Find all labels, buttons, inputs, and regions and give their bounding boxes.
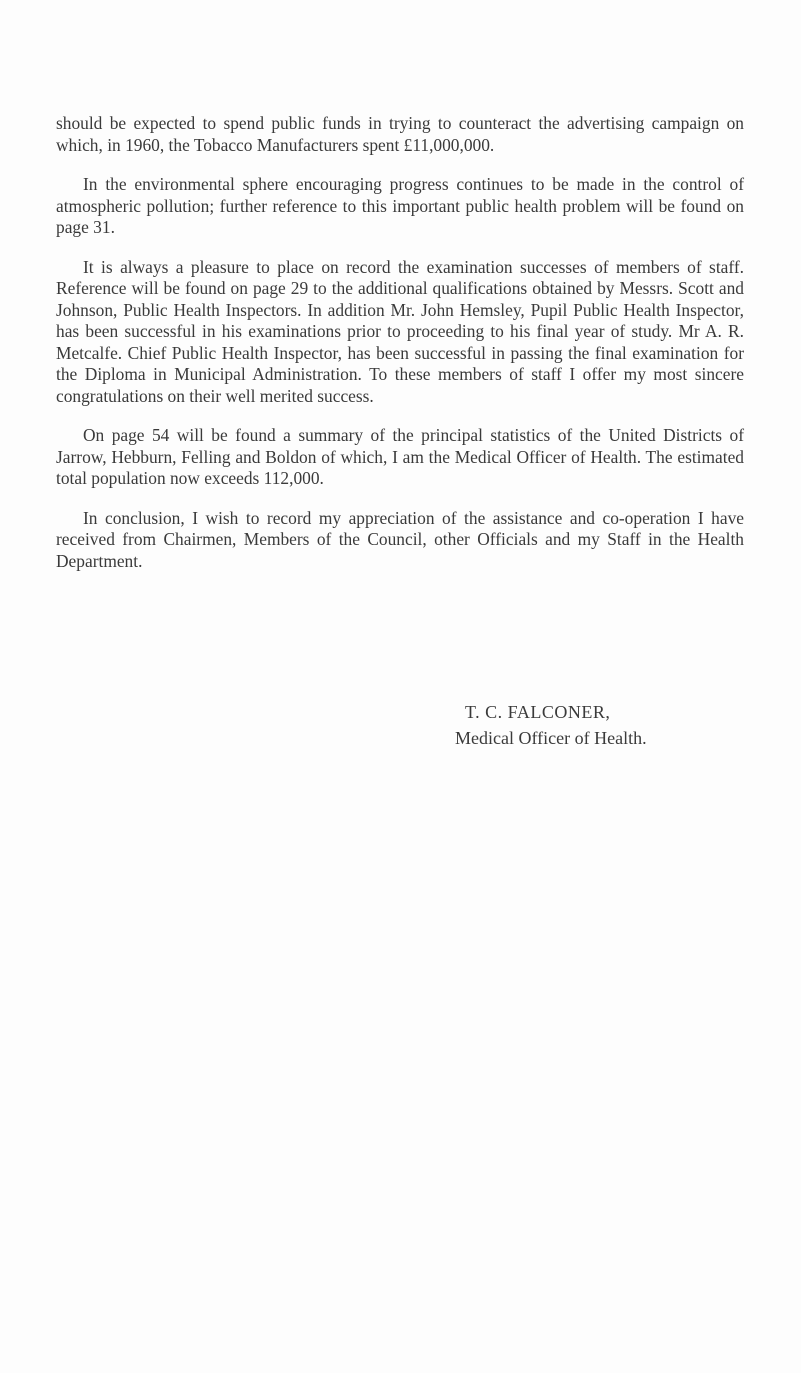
paragraph-pollution: In the environmental sphere encouraging progress continues to be made in the control of atmospheric pollution; further reference to this important public health problem will be found on page 31. (56, 174, 744, 237)
signature-block (455, 699, 647, 751)
paragraph-statistics: On page 54 will be found a summary of the principal statistics of the United Districts of Jarrow, Hebburn, Felling and Boldon of which, I am the Medical Officer of Health. The estimated total population now exceeds 112,000. (56, 425, 744, 488)
paragraph-staff-successes: It is always a pleasure to place on record the examination successes of members of staff. Reference will be found on page 29 to the additional qualifications obtained by Messrs. Scott and Johnson, Public Health Inspectors. In addition Mr. John Hemsley, Pupil Public Health Inspector, has been successful in his examinations prior to proceeding to his final year of study. Mr A. R. Metcalfe. Chief Public Health Inspector, has been successful in passing the final examination for the Diploma in Municipal Administration. To these members of staff I offer my most sincere congratulations on their well merited success. (56, 256, 744, 406)
paragraph-conclusion: In conclusion, I wish to record my appreciation of the assistance and co-operation I have received from Chairmen, Members of the Council, other Officials and my Staff in the Health Department. (56, 507, 744, 571)
paragraph-continuation: should be expected to spend public funds in trying to counteract the advertising campaign on which, in 1960, the Tobacco Manufacturers spent £11,000,000. (56, 113, 744, 155)
body-text (56, 113, 744, 590)
signature-title: Medical Officer of Health. (455, 728, 647, 748)
signature-name: T. C. FALCONER, (465, 702, 611, 722)
